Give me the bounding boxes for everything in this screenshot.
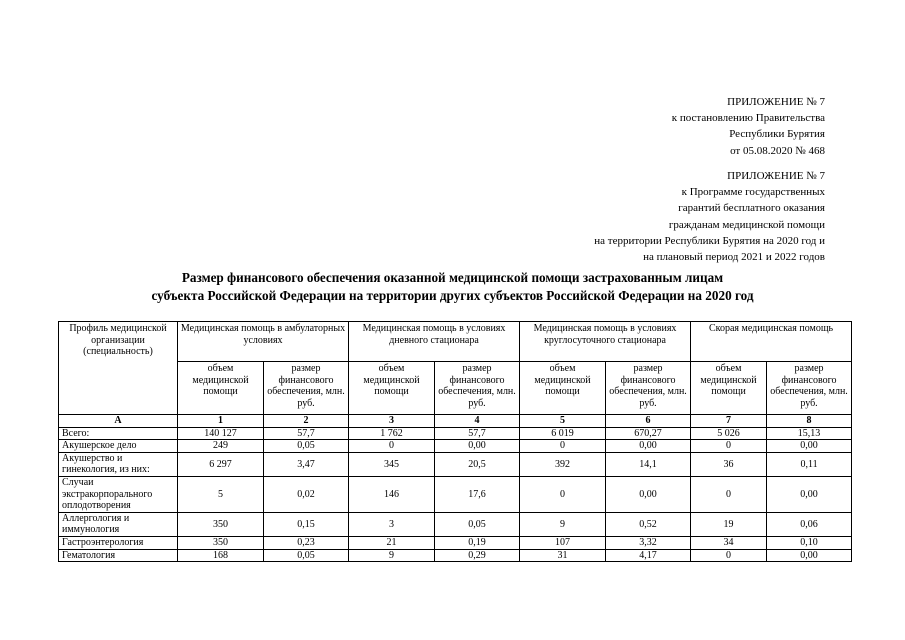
subheader-volume: объем медицинской помощи [691,362,767,415]
column-number: 6 [606,415,691,428]
column-number: А [59,415,178,428]
subheader-finance: размер финансового обеспечения, млн. руб. [606,362,691,415]
cell-value: 392 [520,452,606,476]
cell-value: 0,15 [264,512,349,536]
table-header-row [59,322,852,362]
appendix-decree-block [672,94,825,159]
column-number: 1 [178,415,264,428]
appendix-line: на плановый период 2021 и 2022 годов [643,251,825,264]
cell-value: 57,7 [264,427,349,440]
cell-value: 0,00 [606,440,691,453]
cell-value: 0,29 [435,549,520,562]
cell-value: 34 [691,536,767,549]
appendix-line: ПРИЛОЖЕНИЕ № 7 [727,170,825,182]
table-subheader-row [59,362,852,415]
cell-value: 0 [349,440,435,453]
cell-value: 20,5 [435,452,520,476]
subheader-finance: размер финансового обеспечения, млн. руб. [767,362,852,415]
appendix-line: на территории Республики Бурятия на 2020 год и [594,234,825,247]
column-number: 5 [520,415,606,428]
cell-value: 17,6 [435,476,520,512]
cell-value: 0 [691,549,767,562]
row-label: Всего: [59,427,178,440]
cell-value: 9 [349,549,435,562]
title-line: субъекта Российской Федерации на территории других субъектов Российской Федерации на 2020 год [151,287,754,303]
table-row [59,536,852,549]
cell-value: 0,00 [767,440,852,453]
cell-value: 36 [691,452,767,476]
title-line: Размер финансового обеспечения оказанной медицинской помощи застрахованным лицам [181,270,724,285]
financing-table [58,321,852,562]
cell-value: 9 [520,512,606,536]
table-row [59,440,852,453]
cell-value: 0,52 [606,512,691,536]
cell-value: 0,00 [767,476,852,512]
cell-value: 6 019 [520,427,606,440]
cell-value: 0,06 [767,512,852,536]
cell-value: 4,17 [606,549,691,562]
cell-value: 14,1 [606,452,691,476]
column-number: 2 [264,415,349,428]
cell-value: 5 026 [691,427,767,440]
row-label: Гастроэнтерология [59,536,178,549]
appendix-line: к постановлению Правительства [671,112,825,125]
table-row [59,427,852,440]
cell-value: 0 [520,440,606,453]
subheader-finance: размер финансового обеспечения, млн. руб. [264,362,349,415]
cell-value: 31 [520,549,606,562]
cell-value: 5 [178,476,264,512]
cell-value: 0,05 [264,549,349,562]
column-number: 3 [349,415,435,428]
table-row [59,452,852,476]
cell-value: 345 [349,452,435,476]
cell-value: 0,00 [767,549,852,562]
group-header-outpatient: Медицинская помощь в амбулаторных условиях [178,322,349,362]
table-row [59,549,852,562]
column-number: 8 [767,415,852,428]
appendix-line: гарантий бесплатного оказания [678,202,825,215]
cell-value: 670,27 [606,427,691,440]
cell-value: 0,02 [264,476,349,512]
cell-value: 350 [178,512,264,536]
table-row [59,476,852,512]
cell-value: 6 297 [178,452,264,476]
group-header-inpatient: Медицинская помощь в условиях круглосуточного стационара [520,322,691,362]
row-label: Случаи экстракорпорального оплодотворения [59,476,178,512]
subheader-volume: объем медицинской помощи [520,362,606,415]
appendix-line: от 05.08.2020 № 468 [730,144,825,157]
row-label: Аллергология и иммунология [59,512,178,536]
row-label: Акушерское дело [59,440,178,453]
cell-value: 107 [520,536,606,549]
appendix-line: гражданам медицинской помощи [668,218,825,231]
cell-value: 3,32 [606,536,691,549]
group-header-emergency: Скорая медицинская помощь [691,322,852,362]
cell-value: 350 [178,536,264,549]
group-header-day-hospital: Медицинская помощь в условиях дневного стационара [349,322,520,362]
column-number: 4 [435,415,520,428]
subheader-volume: объем медицинской помощи [349,362,435,415]
column-number: 7 [691,415,767,428]
appendix-program-block [594,168,825,265]
row-label: Акушерство и гинекология, из них: [59,452,178,476]
cell-value: 0 [520,476,606,512]
cell-value: 0,10 [767,536,852,549]
cell-value: 0 [691,440,767,453]
profile-header: Профиль медицинской организации (специальность) [59,322,178,415]
appendix-line: к Программе государственных [681,186,825,199]
appendix-line: ПРИЛОЖЕНИЕ № 7 [727,96,825,108]
cell-value: 140 127 [178,427,264,440]
column-number-row [59,415,852,428]
cell-value: 0,00 [435,440,520,453]
cell-value: 1 762 [349,427,435,440]
cell-value: 57,7 [435,427,520,440]
cell-value: 0,05 [435,512,520,536]
subheader-volume: объем медицинской помощи [178,362,264,415]
document-title [0,269,905,304]
cell-value: 249 [178,440,264,453]
cell-value: 0,05 [264,440,349,453]
cell-value: 0,11 [767,452,852,476]
cell-value: 19 [691,512,767,536]
cell-value: 3 [349,512,435,536]
cell-value: 21 [349,536,435,549]
cell-value: 15,13 [767,427,852,440]
cell-value: 0,19 [435,536,520,549]
appendix-line: Республики Бурятия [729,128,825,141]
cell-value: 3,47 [264,452,349,476]
cell-value: 0,23 [264,536,349,549]
cell-value: 0 [691,476,767,512]
subheader-finance: размер финансового обеспечения, млн. руб. [435,362,520,415]
cell-value: 168 [178,549,264,562]
cell-value: 146 [349,476,435,512]
table-row [59,512,852,536]
row-label: Гематология [59,549,178,562]
cell-value: 0,00 [606,476,691,512]
